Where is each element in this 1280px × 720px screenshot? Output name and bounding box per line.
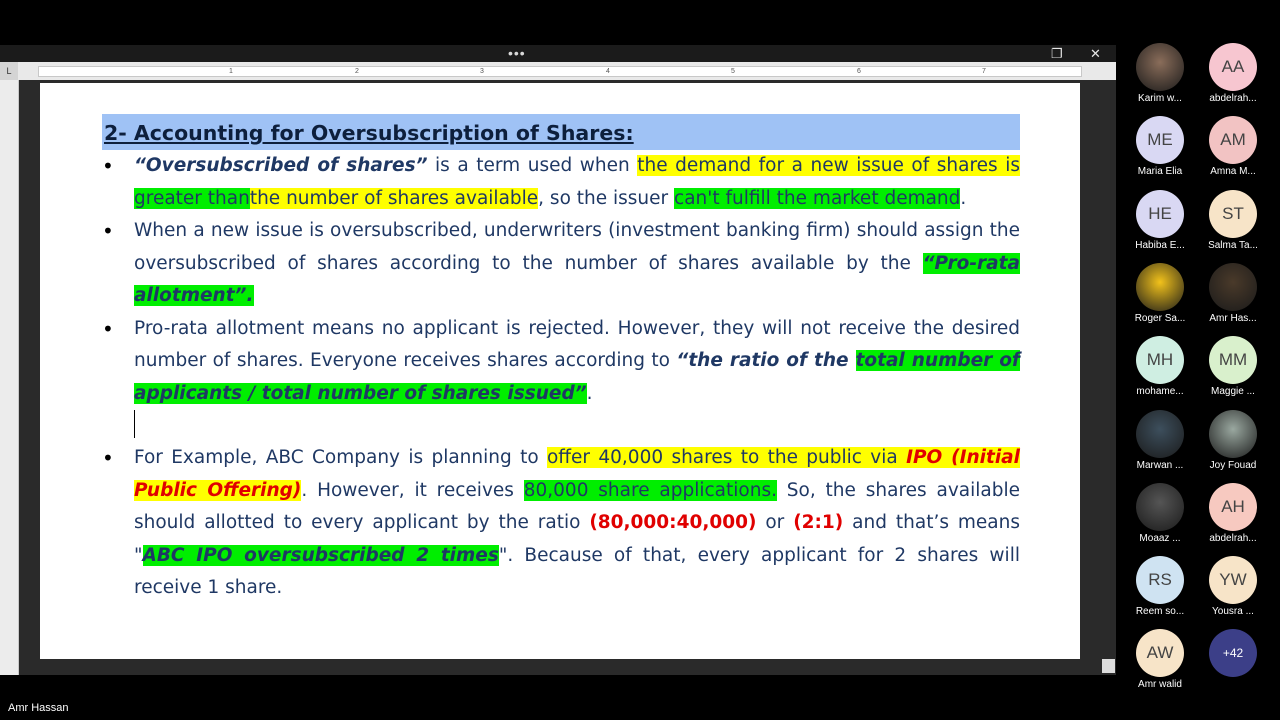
participant-tile[interactable]	[1198, 483, 1268, 544]
bullet-paragraph: • “Oversubscribed of shares” is a term used when the demand for a new issue of shares is greater thanthe number of shares available, so the issuer can't fulfill the market demand.	[102, 150, 1020, 215]
avatar: YW	[1209, 556, 1257, 604]
participant-name: abdelrah...	[1209, 532, 1257, 544]
avatar	[1136, 410, 1184, 458]
avatar: HE	[1136, 190, 1184, 238]
participant-name: Amna M...	[1210, 166, 1256, 178]
avatar	[1136, 483, 1184, 531]
ruler-tick: 1	[229, 68, 233, 75]
participant-tile[interactable]	[1125, 556, 1195, 617]
participant-name: Habiba E...	[1135, 239, 1185, 251]
ruler-tick: 3	[480, 68, 484, 75]
horizontal-ruler[interactable]	[38, 66, 1082, 77]
bullet-paragraph: • When a new issue is oversubscribed, underwriters (investment banking firm) should assign the oversubscribed of shares according to the number of shares available by the “Pro-rata allotment”.	[102, 215, 1020, 313]
avatar: RS	[1136, 556, 1184, 604]
participant-tile[interactable]	[1198, 263, 1268, 324]
tab-selector[interactable]: L	[0, 62, 18, 80]
participant-name: Reem so...	[1135, 606, 1185, 618]
participant-tile[interactable]	[1125, 336, 1195, 397]
participant-tile[interactable]	[1198, 190, 1268, 251]
ruler-tick: 2	[355, 68, 359, 75]
ruler-tick: 5	[731, 68, 735, 75]
ruler-tick: 6	[857, 68, 861, 75]
scrollbar-corner[interactable]	[1102, 659, 1115, 673]
more-participants-button[interactable]: +42	[1209, 629, 1257, 677]
avatar: MM	[1209, 336, 1257, 384]
presenter-name: Amr Hassan	[8, 702, 69, 714]
bullet-paragraph: • Pro-rata allotment means no applicant is rejected. However, they will not receive the desired number of shares. Everyone receives shares according to “the ratio of the total number of applicants / total number of shares issued”.	[102, 313, 1020, 411]
close-icon[interactable]: ✕	[1090, 46, 1101, 61]
horizontal-ruler-bar	[0, 62, 1116, 81]
avatar	[1209, 410, 1257, 458]
participant-name: Amr Has...	[1209, 312, 1257, 324]
vertical-ruler[interactable]	[0, 80, 19, 675]
participant-name: mohame...	[1136, 386, 1184, 398]
participant-tile[interactable]	[1125, 190, 1195, 251]
participant-name: Maggie ...	[1211, 386, 1255, 398]
participants-panel	[1116, 0, 1280, 720]
participant-name: Salma Ta...	[1208, 239, 1258, 251]
window-titlebar	[0, 45, 1116, 62]
participant-name: Yousra ...	[1212, 606, 1254, 618]
participant-name: Moaaz ...	[1139, 532, 1181, 544]
avatar: ST	[1209, 190, 1257, 238]
participant-name: abdelrah...	[1209, 93, 1257, 104]
more-options-icon[interactable]: •••	[508, 45, 526, 61]
participant-tile[interactable]	[1125, 483, 1195, 544]
avatar: AM	[1209, 116, 1257, 164]
participant-tile[interactable]	[1198, 336, 1268, 397]
participant-name: Roger Sa...	[1134, 312, 1186, 324]
avatar	[1209, 263, 1257, 311]
bullet-paragraph: • For Example, ABC Company is planning to offer 40,000 shares to the public via IPO (Initial Public Offering). However, it receives 80,000 share applications. So, the shares available should allotted to every applicant by the ratio (80,000:40,000) or (2:1) and that’s means "ABC IPO oversubscribed 2 times". Because of that, every applicant for 2 shares will receive 1 share.	[102, 442, 1020, 605]
participant-tile[interactable]	[1198, 116, 1268, 177]
section-heading: 2- Accounting for Oversubscription of Shares:	[102, 114, 1020, 150]
participant-tile[interactable]	[1198, 43, 1268, 104]
participant-name: Karim w...	[1138, 93, 1182, 104]
document-content[interactable]	[102, 114, 1020, 605]
participant-tile[interactable]	[1125, 263, 1195, 324]
avatar: ME	[1136, 116, 1184, 164]
participant-name: Amr walid	[1138, 679, 1182, 691]
ruler-tick: 4	[606, 68, 610, 75]
participant-tile[interactable]	[1125, 410, 1195, 471]
document-page[interactable]	[40, 83, 1080, 659]
participant-name: Maria Elia	[1137, 166, 1183, 178]
avatar: AW	[1136, 629, 1184, 677]
avatar: AH	[1209, 483, 1257, 531]
text-cursor	[102, 410, 1020, 442]
participant-tile[interactable]	[1125, 629, 1195, 690]
avatar: AA	[1209, 43, 1257, 91]
avatar	[1136, 263, 1184, 311]
restore-window-icon[interactable]: ❐	[1051, 46, 1063, 61]
participant-tile[interactable]	[1198, 629, 1268, 679]
participant-name: Marwan ...	[1136, 459, 1184, 471]
avatar	[1136, 43, 1184, 91]
participant-tile[interactable]	[1198, 410, 1268, 471]
participant-name: Joy Fouad	[1209, 459, 1257, 471]
participant-tile[interactable]	[1198, 556, 1268, 617]
participant-tile[interactable]	[1125, 43, 1195, 104]
participant-tile[interactable]	[1125, 116, 1195, 177]
ruler-tick: 7	[982, 68, 986, 75]
avatar: MH	[1136, 336, 1184, 384]
